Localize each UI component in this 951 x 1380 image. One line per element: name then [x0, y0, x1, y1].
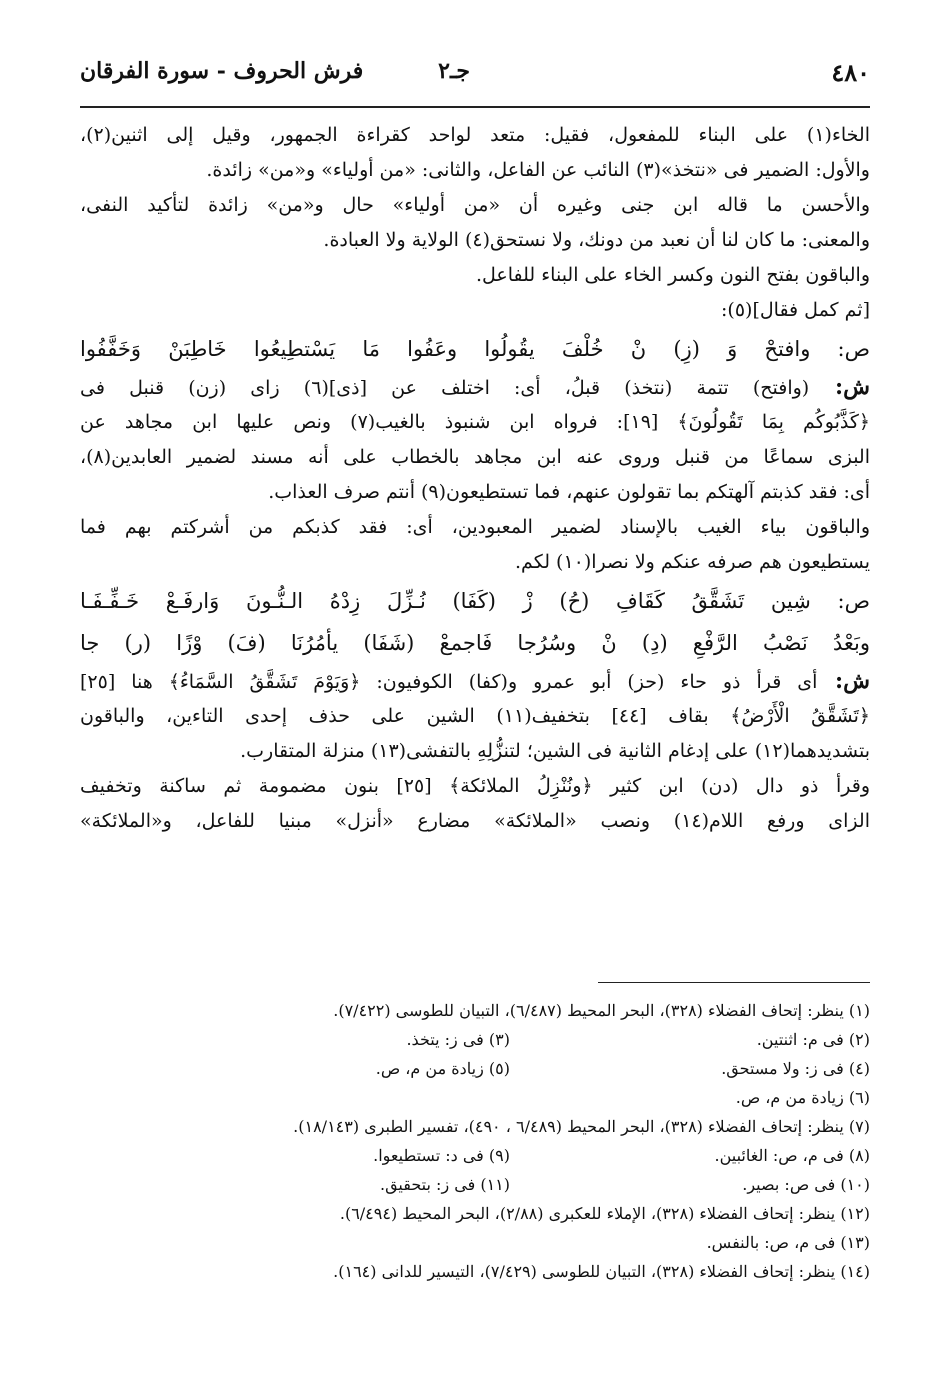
line-label: ش:: [817, 668, 870, 694]
footnote-row: [80, 1199, 870, 1228]
text-line: [80, 370, 870, 405]
verse-line: [80, 328, 870, 370]
line-text: وقرأ ذو دال (دن) ابن كثير ﴿ونُنْزِلُ الملائكة﴾ [٢٥] بنون مضمومة ثم ساكنة وتخفيف: [80, 775, 870, 797]
footnote: (١٤) ينظر: إتحاف الفضلاء (٣٢٨)، التبيان للطوسى (٧/٤٢٩)، التيسير للدانى (١٦٤).: [333, 1262, 870, 1281]
footnote-row: [80, 1257, 870, 1286]
line-text: الخاء(١) على البناء للمفعول، فقيل: متعد لواحد كقراءة الجمهور، وقيل إلى اثنين(٢)،: [80, 124, 870, 146]
footnote-row: [80, 1228, 870, 1257]
text-line: [80, 769, 870, 804]
footnote: (٦) زيادة من م، ص.: [735, 1088, 870, 1107]
line-text: الزاى ورفع اللام(١٤) ونصب «الملائكة» مضارع «أنزل» مبنيا للفاعل، و«الملائكة»: [80, 810, 870, 832]
text-line: [80, 223, 870, 258]
line-text: والباقون بياء الغيب بالإسناد لضمير المعبودين، أى: فقد كذبكم من أشركتم بهم فما: [80, 516, 870, 538]
text-line: [80, 510, 870, 545]
text-line: [80, 153, 870, 188]
footnote-row: [80, 1170, 870, 1199]
line-text: والمعنى: ما كان لنا أن نعبد من دونك، ولا نستحق(٤) الولاية ولا العبادة.: [323, 229, 870, 251]
footnote: (٢) فى م: اثنتين.: [756, 1030, 870, 1049]
footnote-rule: [598, 982, 870, 983]
text-line: [80, 258, 870, 293]
text-line: [80, 188, 870, 223]
text-line: [80, 475, 870, 510]
text-line: [80, 734, 870, 769]
line-text: وافتحْ وَ (زِ) نْ خُلْفَ يقُولُوا وعَفُوا مَا يَسْتطِيعُوا خَاطِبَنْ وَخَفَّفُوا: [80, 337, 811, 361]
line-text: [ثم كمل فقال](٥):: [720, 299, 870, 321]
line-text: بتشديدهما(١٢) على إدغام الثانية فى الشين؛ لتنزُّلِهِ بالتفشى(١٣) منزلة المتقارب.: [240, 740, 870, 762]
header-rule: [80, 106, 870, 108]
footnote: (١١) فى ز: بتحقيق.: [380, 1175, 510, 1194]
volume-number: جـ٢: [438, 58, 470, 84]
footnote-row: [80, 1112, 870, 1141]
line-label: ش:: [809, 374, 870, 400]
verse-line: [80, 580, 870, 622]
verse-line: [80, 622, 870, 664]
section-title: فرش الحروف - سورة الفرقان: [80, 58, 364, 84]
footnote: (٣) فى ز: يتخذ.: [406, 1030, 510, 1049]
footnote: (٧) ينظر: إتحاف الفضلاء (٣٢٨)، البحر المحيط (٦/٤٨٩ ، ٤٩٠)، تفسير الطبرى (١٨/١٤٣).: [293, 1117, 870, 1136]
line-text: والأحسن ما قاله ابن جنى وغيره أن «من أولياء» حال و«من» زائدة لتأكيد النفى،: [80, 194, 870, 216]
footnote: (٥) زيادة من م، ص.: [375, 1059, 510, 1078]
text-line: [80, 664, 870, 699]
footnote: (٨) فى م، ص: الغائبين.: [714, 1146, 870, 1165]
footnote-row: [80, 1083, 870, 1112]
text-line: [80, 440, 870, 475]
line-label: ص:: [810, 337, 870, 361]
footnote-row: [80, 1025, 870, 1054]
line-text: وبَعْدُ نَصْبُ الرَّفْعِ (دِ) نْ وسُرُجا فَاجمعْ (شَفَا) يأمُرُنَا (فَ) وْزًا (ر) جا: [80, 631, 870, 655]
footnote: (١٣) فى م، ص: بالنفس.: [706, 1233, 870, 1252]
running-header: [80, 58, 870, 102]
line-text: أى: فقد كذبتم آلهتكم بما تقولون عنهم، فما تستطيعون(٩) أنتم صرف العذاب.: [268, 481, 870, 503]
main-text: [80, 118, 870, 839]
footnote: (١) ينظر: إتحاف الفضلاء (٣٢٨)، البحر المحيط (٦/٤٨٧)، التبيان للطوسى (٧/٤٢٢).: [333, 1001, 870, 1020]
line-text: (وافتح) تتمة (نتخذ) قبلُ، أى: اختلف عن [ذى](٦) زاى (زن) قنبل فى: [80, 377, 810, 399]
footnote-row: [80, 1054, 870, 1083]
line-label: ص:: [810, 589, 870, 613]
footnote: (١٠) فى ص: بصير.: [742, 1175, 870, 1194]
text-line: [80, 405, 870, 440]
line-text: والباقون بفتح النون وكسر الخاء على البناء للفاعل.: [475, 264, 870, 286]
line-text: ﴿كَذَّبُوكُم بِمَا تَقُولُونَ﴾ [١٩]: فرواه ابن شنبوذ بالغيب(٧) ونص عليها ابن مجاهد عن: [80, 411, 870, 433]
footnotes: [80, 996, 870, 1286]
page-number: ٤٨٠: [831, 58, 870, 87]
text-line: [80, 545, 870, 580]
text-line: [80, 804, 870, 839]
footnote: (٤) فى ز: ولا مستحق.: [721, 1059, 870, 1078]
line-text: والأول: الضمير فى «نتخذ»(٣) النائب عن الفاعل، والثانى: «من أولياء» و«من» زائدة.: [206, 159, 870, 181]
line-text: البزى سماعًا من قنبل وروى عنه ابن مجاهد بالخطاب على أنه مسند لضمير العابدين(٨)،: [80, 446, 870, 468]
line-text: أى قرأ ذو حاء (حز) أبو عمرو و(كفا) الكوفيون: ﴿وَيَوْمَ تَشَقَّقُ السَّمَاءُ﴾ هنا [٢٥]: [80, 671, 818, 693]
text-line: [80, 293, 870, 328]
footnote: (٩) فى د: تستطيعوا.: [373, 1146, 510, 1165]
line-text: يستطيعون هم صرفه عنكم ولا نصرا(١٠) لكم.: [515, 551, 870, 573]
line-text: ﴿تَشَقَّقُ الْأَرْضُ﴾ بقاف [٤٤] بتخفيف(١١) الشين على حذف إحدى التاءين، والباقون: [80, 705, 870, 727]
text-line: [80, 699, 870, 734]
text-line: [80, 118, 870, 153]
line-text: شِين تَشَقَّقُ كَقَافِ (حُ) زْ (كَفَا) نُـزِّلَ زِدْهُ الـنُّـونَ وَارفَـعْ خَـفِّـفَـا: [80, 589, 811, 613]
footnote-row: [80, 1141, 870, 1170]
footnote-row: [80, 996, 870, 1025]
footnote: (١٢) ينظر: إتحاف الفضلاء (٣٢٨)، الإملاء للعكبرى (٢/٨٨)، البحر المحيط (٦/٤٩٤).: [339, 1204, 870, 1223]
